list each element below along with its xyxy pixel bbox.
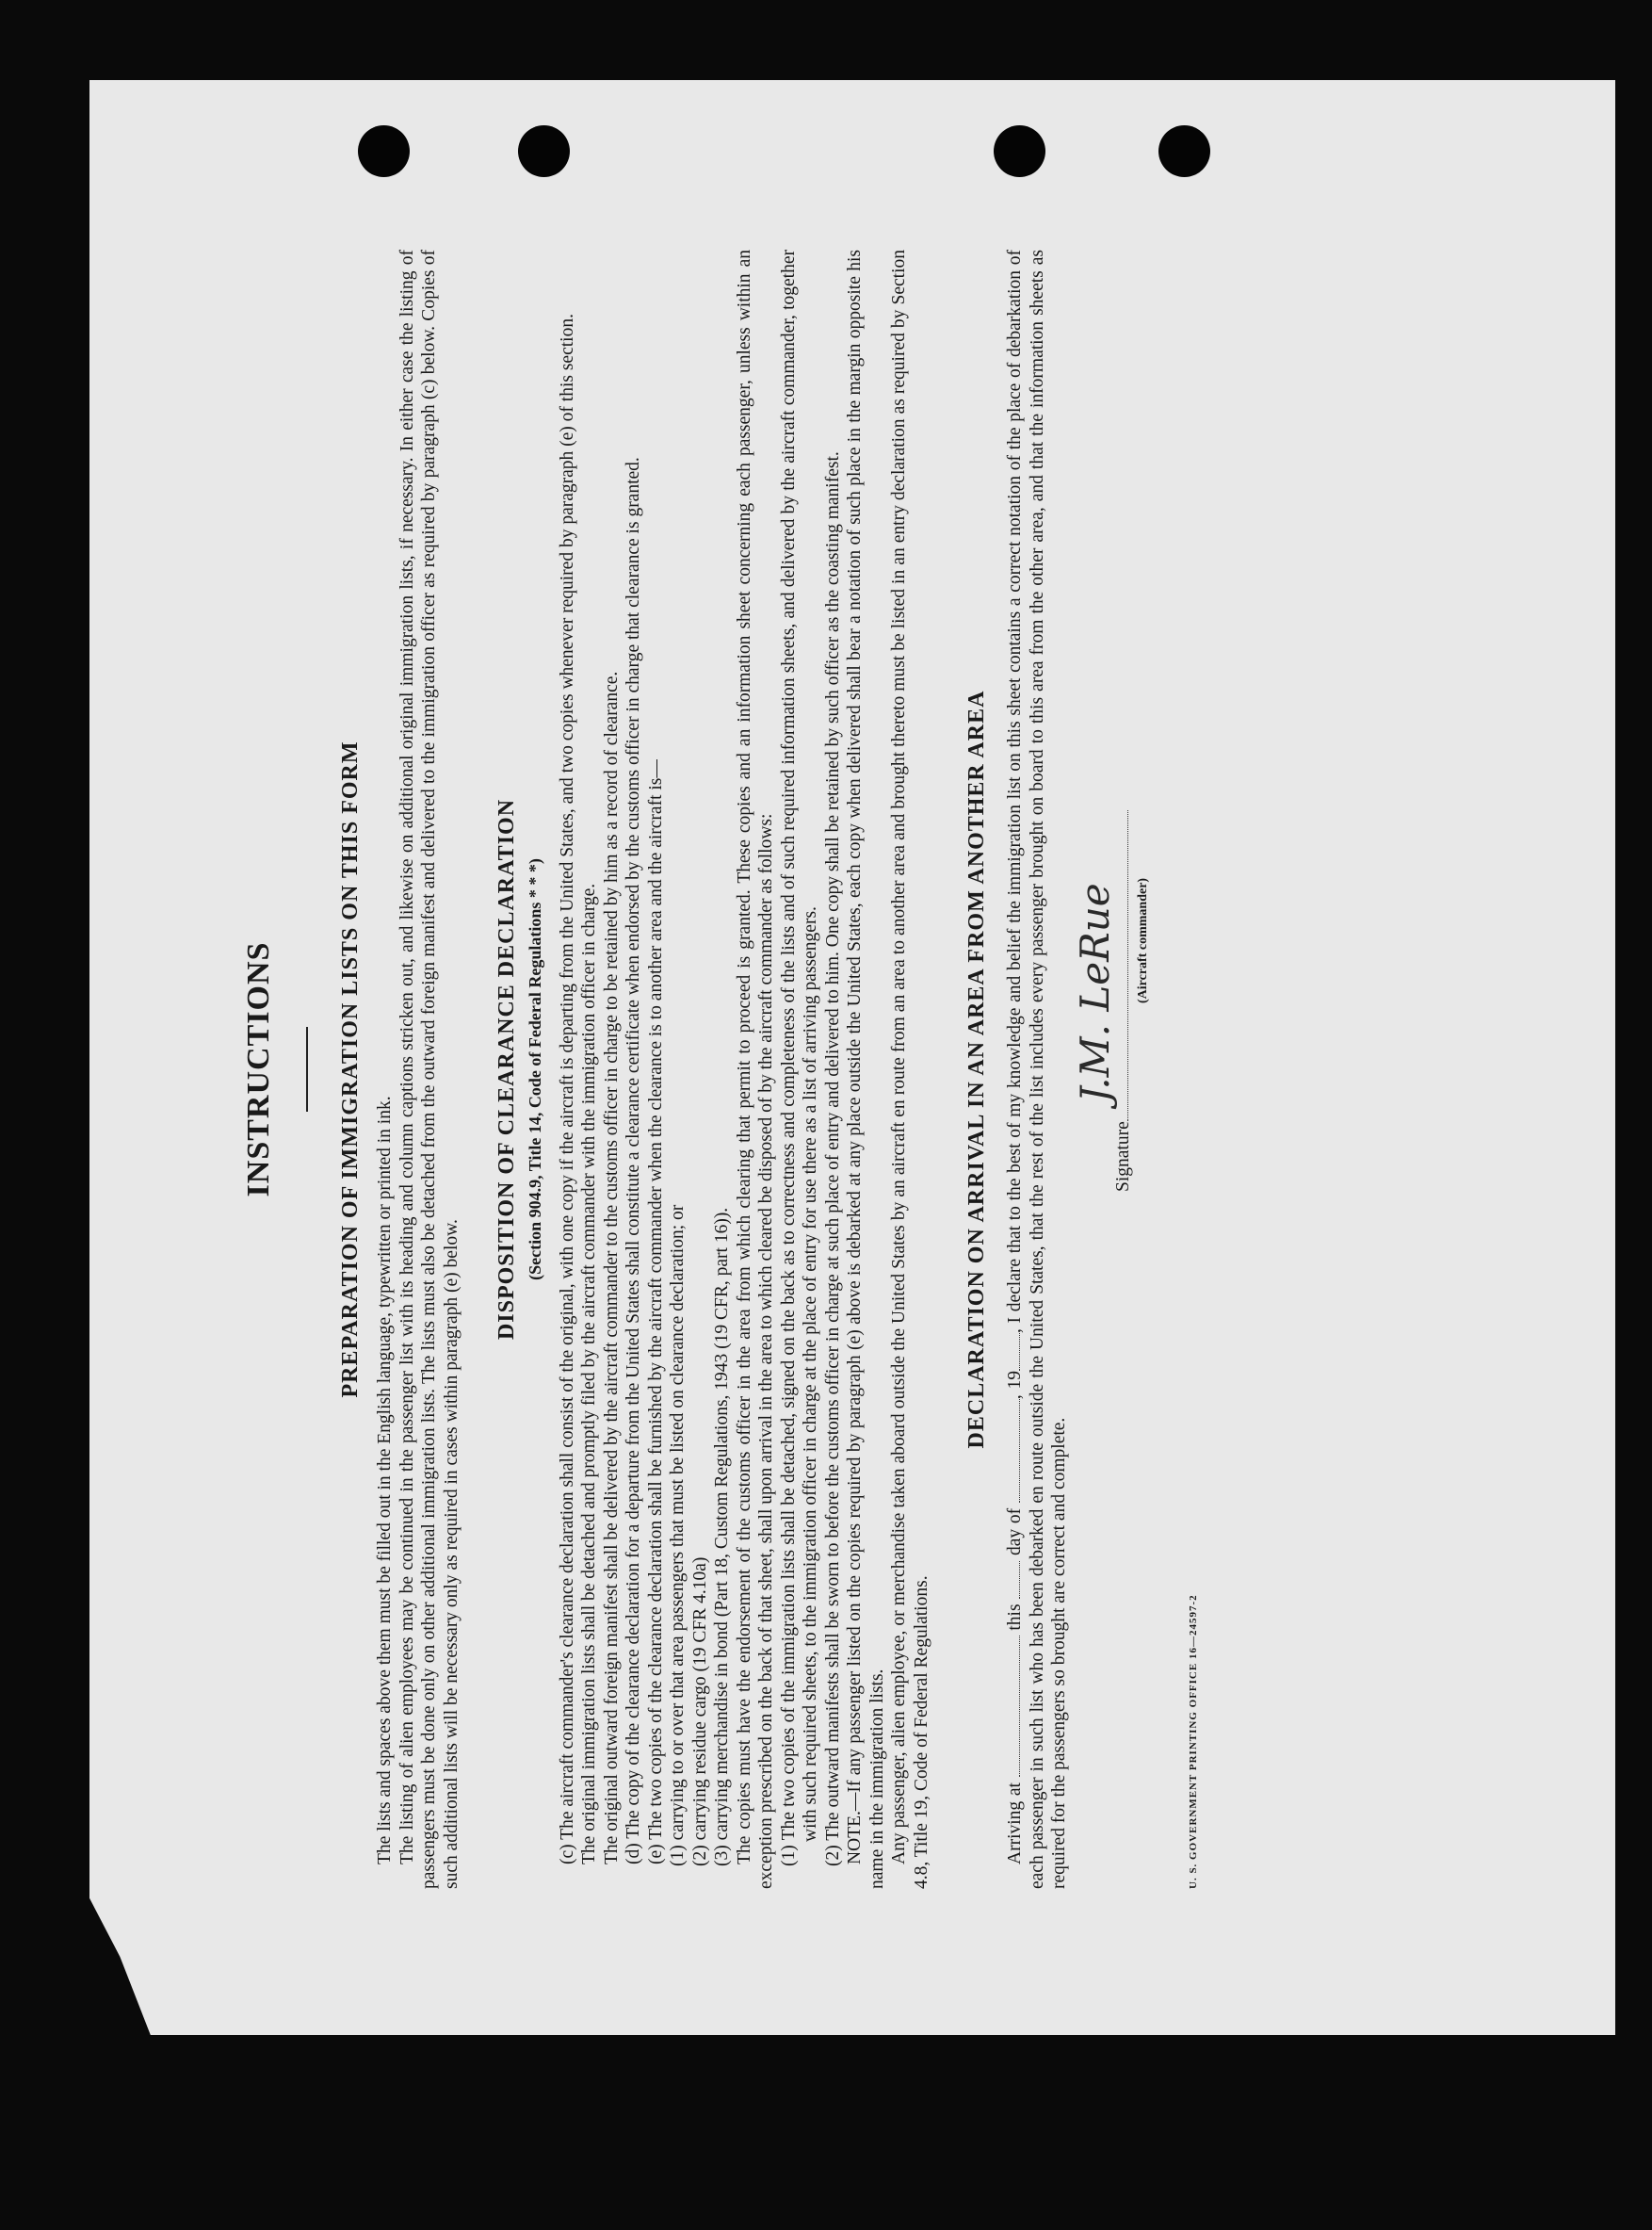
signature-field[interactable] [1071, 810, 1128, 1121]
disposition-d: (d) The copy of the clearance declaration for a departure from the United States shall constitute a clearance certificate when endorsed by the customs officer in charge that clearance is granted. [624, 457, 643, 1864]
page-title: INSTRUCTIONS [241, 941, 276, 1197]
note-paragraph: NOTE.—If any passenger listed on the copies required by paragraph (e) above is debarked at any place outside the United States, each copy when delivered shall bear a notation of such place in the margin opposite his name in the immigration lists. [845, 250, 887, 1889]
arrival-place-field[interactable] [1019, 1636, 1020, 1777]
printing-office-footer: U. S. GOVERNMENT PRINTING OFFICE 16—24597-2 [1187, 1594, 1199, 1889]
year-field[interactable] [1019, 1333, 1020, 1371]
signature-block [1071, 250, 1155, 1192]
prep-heading: PREPARATION OF IMMIGRATION LISTS ON THIS FORM [338, 741, 363, 1398]
disposition-f-item-1: (1) The two copies of the immigration lists shall be detached, signed on the back as to correctness and completeness of the lists and of such required information sheets, and delivered by the aircraft commander, together with such required sheets, to the immigration officer in charge at the place of entry for use there as a list of arriving passengers. [778, 250, 820, 1866]
punch-hole [994, 125, 1045, 177]
disposition-c: (c) The aircraft commander's clearance declaration shall consist of the original, with one copy if the aircraft is departing from the United States, and two copies whenever required by paragraph (e) of this section. [557, 314, 577, 1864]
disposition-c2: The original immigration lists shall be detached and promptly filed by the aircraft commander with the immigration officer in charge. [579, 883, 599, 1864]
note-paragraph-2: Any passenger, alien employee, or merchandise taken aboard outside the United States by an aircraft en route from an area to another area and brought thereto must be listed in an entry declaration as required by Section 4.8, Title 19, Code of Federal Regulations. [889, 250, 931, 1889]
day-field[interactable] [1019, 1561, 1020, 1599]
disposition-c3: The original outward foreign manifest shall be delivered by the aircraft commander to the customs officer in charge to be retained by him as a record of clearance. [601, 671, 622, 1864]
title-rule [306, 1027, 308, 1112]
disposition-e: (e) The two copies of the clearance declaration shall be furnished by the aircraft commander when the clearance is to another area and the aircraft is— [645, 759, 666, 1864]
month-field[interactable] [1019, 1399, 1020, 1503]
disposition-heading: DISPOSITION OF CLEARANCE DECLARATION [494, 798, 519, 1341]
disposition-f-item-2: (2) The outward manifests shall be sworn to before the customs officer in charge at such place of entry and delivered to him. One copy shall be retained by such officer as the coasting manifest. [822, 451, 843, 1866]
handwritten-signature: J.M. LeRue [1071, 883, 1118, 1103]
disposition-e-item-1: (1) carrying to or over that area passengers that must be listed on clearance declaration; or [668, 1204, 688, 1866]
signature-caption: (Aircraft commander) [1136, 877, 1150, 1003]
rotated-form-text [240, 250, 1370, 1889]
prep-paragraph-2: The listing of alien employees may be continued in the passenger list with its heading and column captions stricken out, and likewise on additional original immigration lists, if necessary. In either case the listing of passengers must be done only on other additional immigration lists. The lists must also be detached from the outward foreign manifest and delivered to the immigration officer as required by paragraph (c) below. Copies of such additional lists will be necessary only as required in cases within paragraph (e) below. [397, 250, 462, 1889]
prep-paragraph-1: The lists and spaces above them must be filled out in the English language, typewritten or printed in ink. [375, 1096, 395, 1864]
disposition-e-item-3: (3) carrying merchandise in bond (Part 18, Custom Regulations, 1943 (19 CFR, part 16)). [712, 1207, 732, 1866]
declaration-text: Arriving at this day of , 19, I declare that to the best of my knowledge and belief the immigration list on this sheet contains a correct notation of the place of debarkation of each passenger in such list who has been debarked en route outside the United States, that the rest of the list includes every passenger brought on board to this area from the other area, and that the information sheets as required for the passengers so brought are correct and complete. [1005, 249, 1069, 1889]
punch-hole [358, 125, 410, 177]
punch-hole [1158, 125, 1210, 177]
disposition-e-item-2: (2) carrying residue cargo (19 CFR 4.10a) [689, 1556, 710, 1866]
disposition-subheading: (Section 904.9, Title 14, Code of Federal Regulations * * *) [526, 858, 544, 1280]
disposition-copies: The copies must have the endorsement of the customs officer in the area from which clearing that permit to proceed is granted. These copies and an information sheet concerning each passenger, unless within an exception prescribed on the back of that sheet, shall upon arrival in the area to which cleared be disposed of by the aircraft commander as follows: [734, 250, 776, 1889]
declaration-heading: DECLARATION ON ARRIVAL IN AN AREA FROM ANOTHER AREA [964, 690, 989, 1449]
signature-label: Signature [1112, 1121, 1133, 1192]
punch-hole [518, 125, 570, 177]
